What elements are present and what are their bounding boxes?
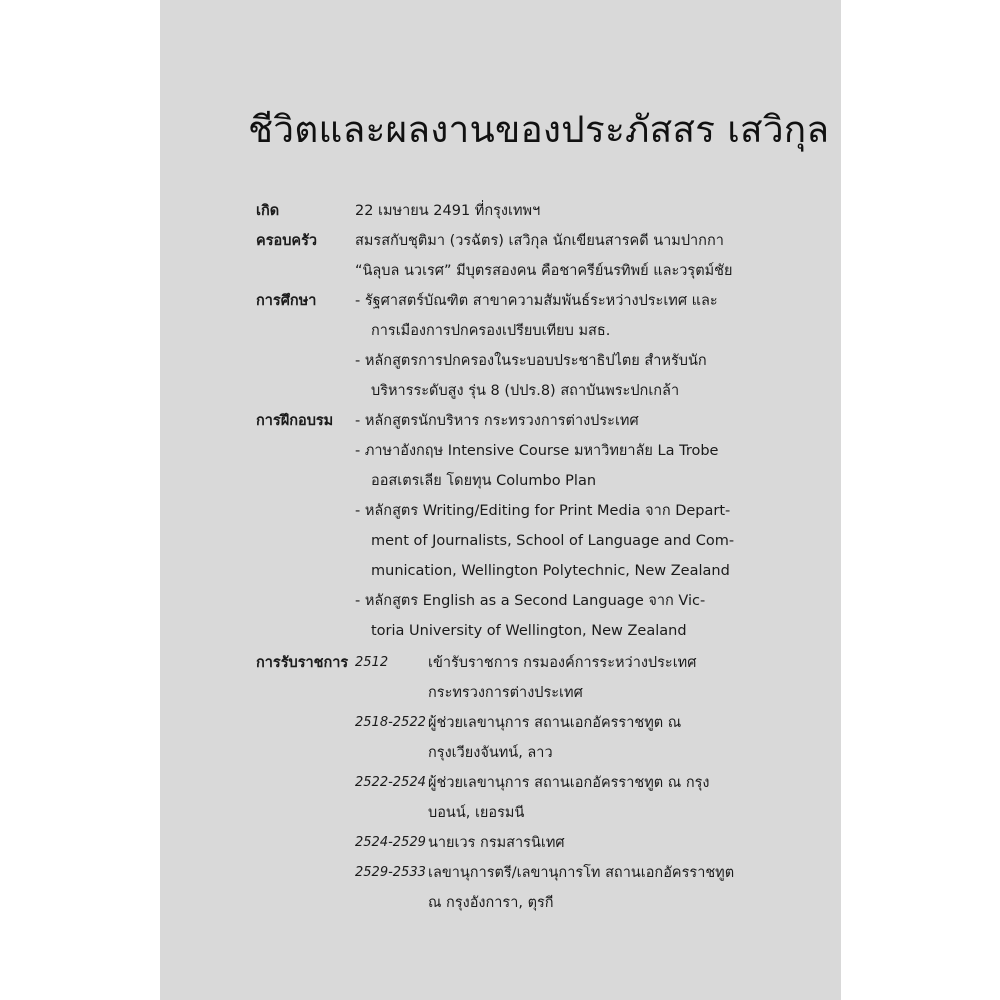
service-line: ณ กรุงอังการา, ตุรกี [428, 895, 554, 911]
education-label: การศึกษา [256, 293, 317, 309]
service-line: กรุงเวียงจันทน์, ลาว [428, 745, 553, 761]
training-item-line: - หลักสูตร English as a Second Language จาก Vic- [355, 593, 706, 609]
training-item-line: ออสเตรเลีย โดยทุน Columbo Plan [371, 473, 597, 489]
family-row [160, 226, 841, 256]
service-line: นายเวร กรมสารนิเทศ [428, 835, 565, 851]
training-row [160, 586, 841, 616]
family-row-cont [160, 256, 841, 286]
training-row [160, 406, 841, 436]
education-item-line: บริหารระดับสูง รุ่น 8 (ปปร.8) สถาบันพระปกเกล้า [371, 383, 680, 399]
born-text: 22 เมษายน 2491 ที่กรุงเทพฯ [355, 203, 541, 219]
family-line: สมรสกับชุติมา (วรฉัตร) เสวิกุล นักเขียนสารคดี นามปากกา [355, 233, 724, 249]
training-row [160, 496, 841, 526]
born-row [160, 196, 841, 226]
service-row [160, 858, 841, 888]
education-item-line: - หลักสูตรการปกครองในระบอบประชาธิปไตย สำหรับนัก [355, 353, 707, 369]
training-item-line: munication, Wellington Polytechnic, New Zealand [371, 563, 730, 579]
service-line: กระทรวงการต่างประเทศ [428, 685, 583, 701]
service-row-cont [160, 738, 841, 768]
service-year: 2529-2533 [355, 865, 426, 880]
education-row [160, 346, 841, 376]
training-row-cont [160, 526, 841, 556]
born-label: เกิด [256, 203, 280, 219]
service-row-cont [160, 798, 841, 828]
family-label: ครอบครัว [256, 233, 318, 249]
training-item-line: toria University of Wellington, New Zealand [371, 623, 687, 639]
education-item-line: การเมืองการปกครองเปรียบเทียบ มสธ. [371, 323, 611, 339]
training-item-line: - หลักสูตรนักบริหาร กระทรวงการต่างประเทศ [355, 413, 639, 429]
education-item-line: - รัฐศาสตร์บัณฑิต สาขาความสัมพันธ์ระหว่างประเทศ และ [355, 293, 718, 309]
service-label: การรับราชการ [256, 655, 349, 671]
page-title: ชีวิตและผลงานของประภัสสร เสวิกุล [248, 108, 830, 151]
training-label: การฝึกอบรม [256, 413, 334, 429]
education-row-cont [160, 376, 841, 406]
education-row [160, 286, 841, 316]
book-page [160, 0, 841, 1000]
education-row-cont [160, 316, 841, 346]
service-line: เลขานุการตรี/เลขานุการโท สถานเอกอัครราชทูต [428, 865, 735, 881]
service-year: 2512 [355, 655, 389, 670]
service-year: 2524-2529 [355, 835, 426, 850]
service-year: 2522-2524 [355, 775, 426, 790]
training-row-cont [160, 616, 841, 646]
training-item-line: - หลักสูตร Writing/Editing for Print Media จาก Depart- [355, 503, 731, 519]
service-row [160, 828, 841, 858]
training-item-line: ment of Journalists, School of Language and Com- [371, 533, 735, 549]
service-row [160, 708, 841, 738]
training-row-cont [160, 556, 841, 586]
training-row [160, 436, 841, 466]
service-line: บอนน์, เยอรมนี [428, 805, 525, 821]
family-line: “นิลุบล นวเรศ” มีบุตรสองคน คือชาครีย์นรทิพย์ และวรุตม์ชัย [355, 263, 733, 279]
training-item-line: - ภาษาอังกฤษ Intensive Course มหาวิทยาลัย La Trobe [355, 443, 719, 459]
service-row [160, 768, 841, 798]
service-row [160, 648, 841, 678]
training-row-cont [160, 466, 841, 496]
service-line: ผู้ช่วยเลขานุการ สถานเอกอัครราชทูต ณ กรุง [428, 775, 710, 791]
service-line: เข้ารับราชการ กรมองค์การระหว่างประเทศ [428, 655, 697, 671]
service-year: 2518-2522 [355, 715, 426, 730]
service-line: ผู้ช่วยเลขานุการ สถานเอกอัครราชทูต ณ [428, 715, 682, 731]
service-row-cont [160, 888, 841, 918]
service-row-cont [160, 678, 841, 708]
